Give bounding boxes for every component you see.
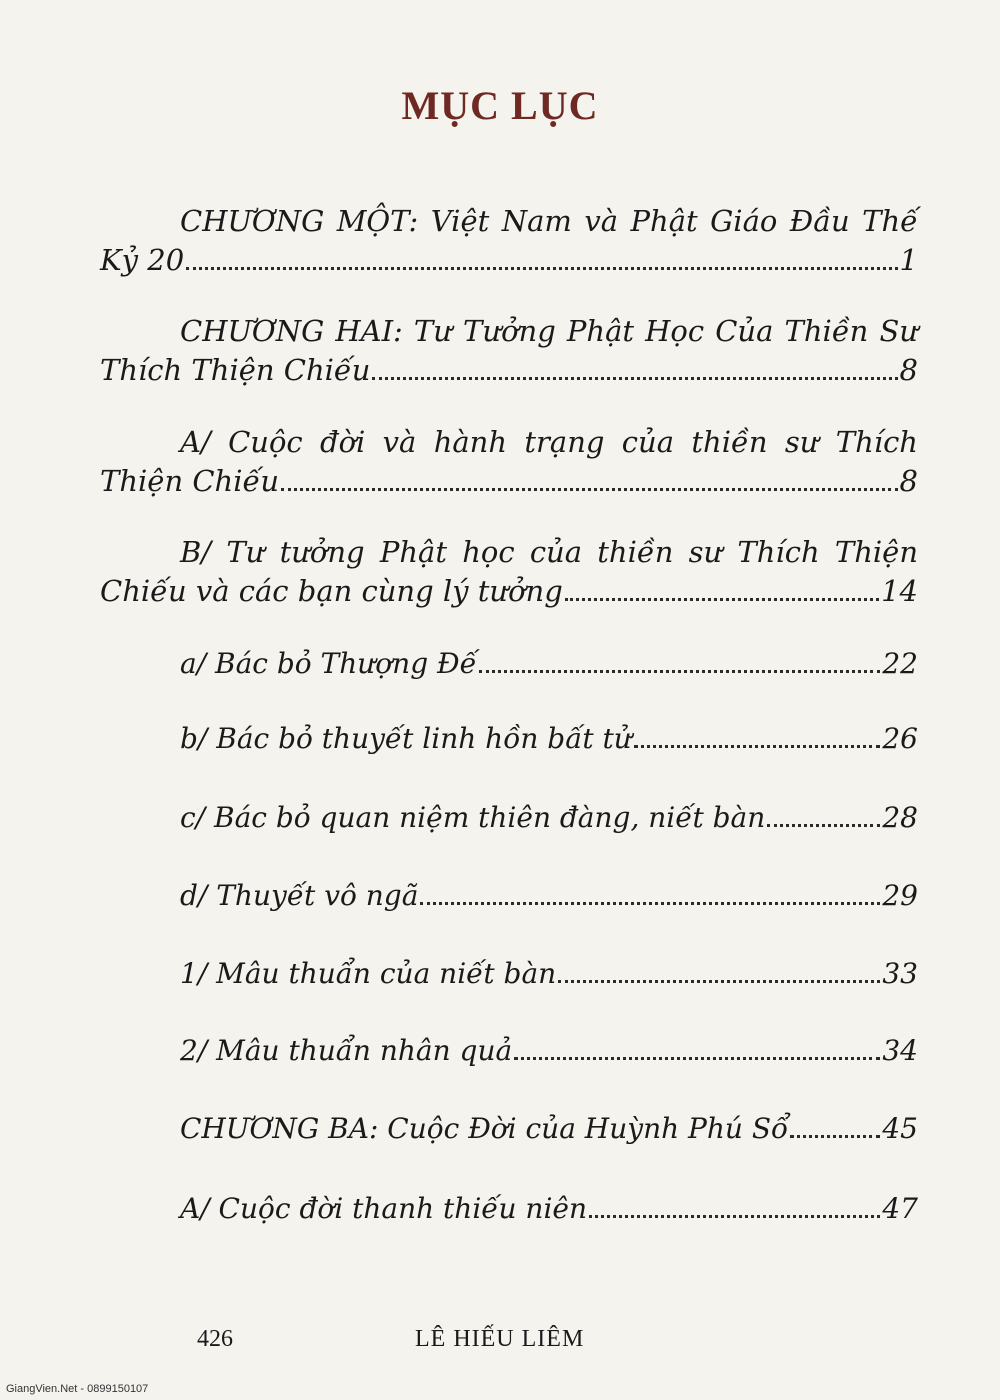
toc-entry-line2: Kỷ 20 [100,243,185,277]
toc-entry-line1: B/ Tư tưởng Phật học của thiền sư Thích Thiện [180,535,918,569]
toc-page-number: 14 [881,574,918,608]
toc-entry-subsection-b [100,722,918,755]
toc-page-number: 29 [882,879,918,912]
toc-entry-line2: Thiện Chiếu [100,464,280,498]
toc-page-number: 47 [882,1192,918,1225]
dot-leader [186,267,897,270]
page-title: MỤC LỤC [401,83,599,128]
toc-entry-chuong-ba [100,1112,918,1145]
toc-entry-subsection-a [100,647,918,680]
toc-page-number: 33 [882,957,918,990]
toc-entry-chuong-ba-a [100,1192,918,1225]
dot-leader [790,1135,880,1138]
toc-page-number: 1 [899,243,918,277]
dot-leader [372,377,897,380]
toc-entry-text: 1/ Mâu thuẩn của niết bàn [180,957,557,990]
toc-entry-text: A/ Cuộc đời thanh thiếu niên [180,1192,588,1225]
dot-leader [558,980,880,983]
toc-entry-item-2 [100,1034,918,1067]
toc-entry-item-1 [100,957,918,990]
toc-entry-text: CHƯƠNG BA: Cuộc Đời của Huỳnh Phú Sổ [180,1112,789,1145]
toc-page-number: 34 [882,1034,918,1067]
toc-entry-section-b [100,533,918,611]
toc-page-number: 28 [882,801,918,834]
toc-entry-line1: CHƯƠNG HAI: Tư Tưởng Phật Học Của Thiền Sư [180,314,918,348]
dot-leader [514,1057,880,1060]
toc-entry-section-a [100,423,918,501]
toc-entry-line1: CHƯƠNG MỘT: Việt Nam và Phật Giáo Đầu Thế [180,204,918,238]
toc-page-number: 22 [882,647,918,680]
dot-leader [634,745,881,748]
toc-entry-chuong-hai [100,312,918,390]
toc-page-number: 8 [899,464,918,498]
toc-entry-text: c/ Bác bỏ quan niệm thiên đàng, niết bàn [180,801,766,834]
toc-entry-subsection-c [100,801,918,834]
toc-page-number: 26 [882,722,918,755]
toc-entry-subsection-d [100,879,918,912]
dot-leader [420,902,880,905]
footer-author: LÊ HIẾU LIÊM [415,1326,585,1352]
toc-entry-text: b/ Bác bỏ thuyết linh hồn bất tử [180,722,632,755]
dot-leader [565,598,879,601]
toc-entry-text: d/ Thuyết vô ngã [180,879,419,912]
watermark: GiangVien.Net - 0899150107 [6,1383,149,1395]
dot-leader [479,670,881,673]
dot-leader [589,1215,880,1218]
toc-entry-line2: Chiếu và các bạn cùng lý tưởng [100,574,563,608]
dot-leader [767,824,880,827]
toc-entry-text: a/ Bác bỏ Thượng Đế [180,647,477,680]
footer-page-number: 426 [197,1326,233,1352]
toc-entry-text: 2/ Mâu thuẩn nhân quả [180,1034,513,1067]
toc-entry-line2: Thích Thiện Chiếu [100,353,371,387]
toc-page-number: 45 [882,1112,918,1145]
toc-entry-line1: A/ Cuộc đời và hành trạng của thiền sư Thích [180,425,918,459]
toc-entry-chuong-mot [100,202,918,280]
toc-page-number: 8 [899,353,918,387]
dot-leader [281,488,898,491]
